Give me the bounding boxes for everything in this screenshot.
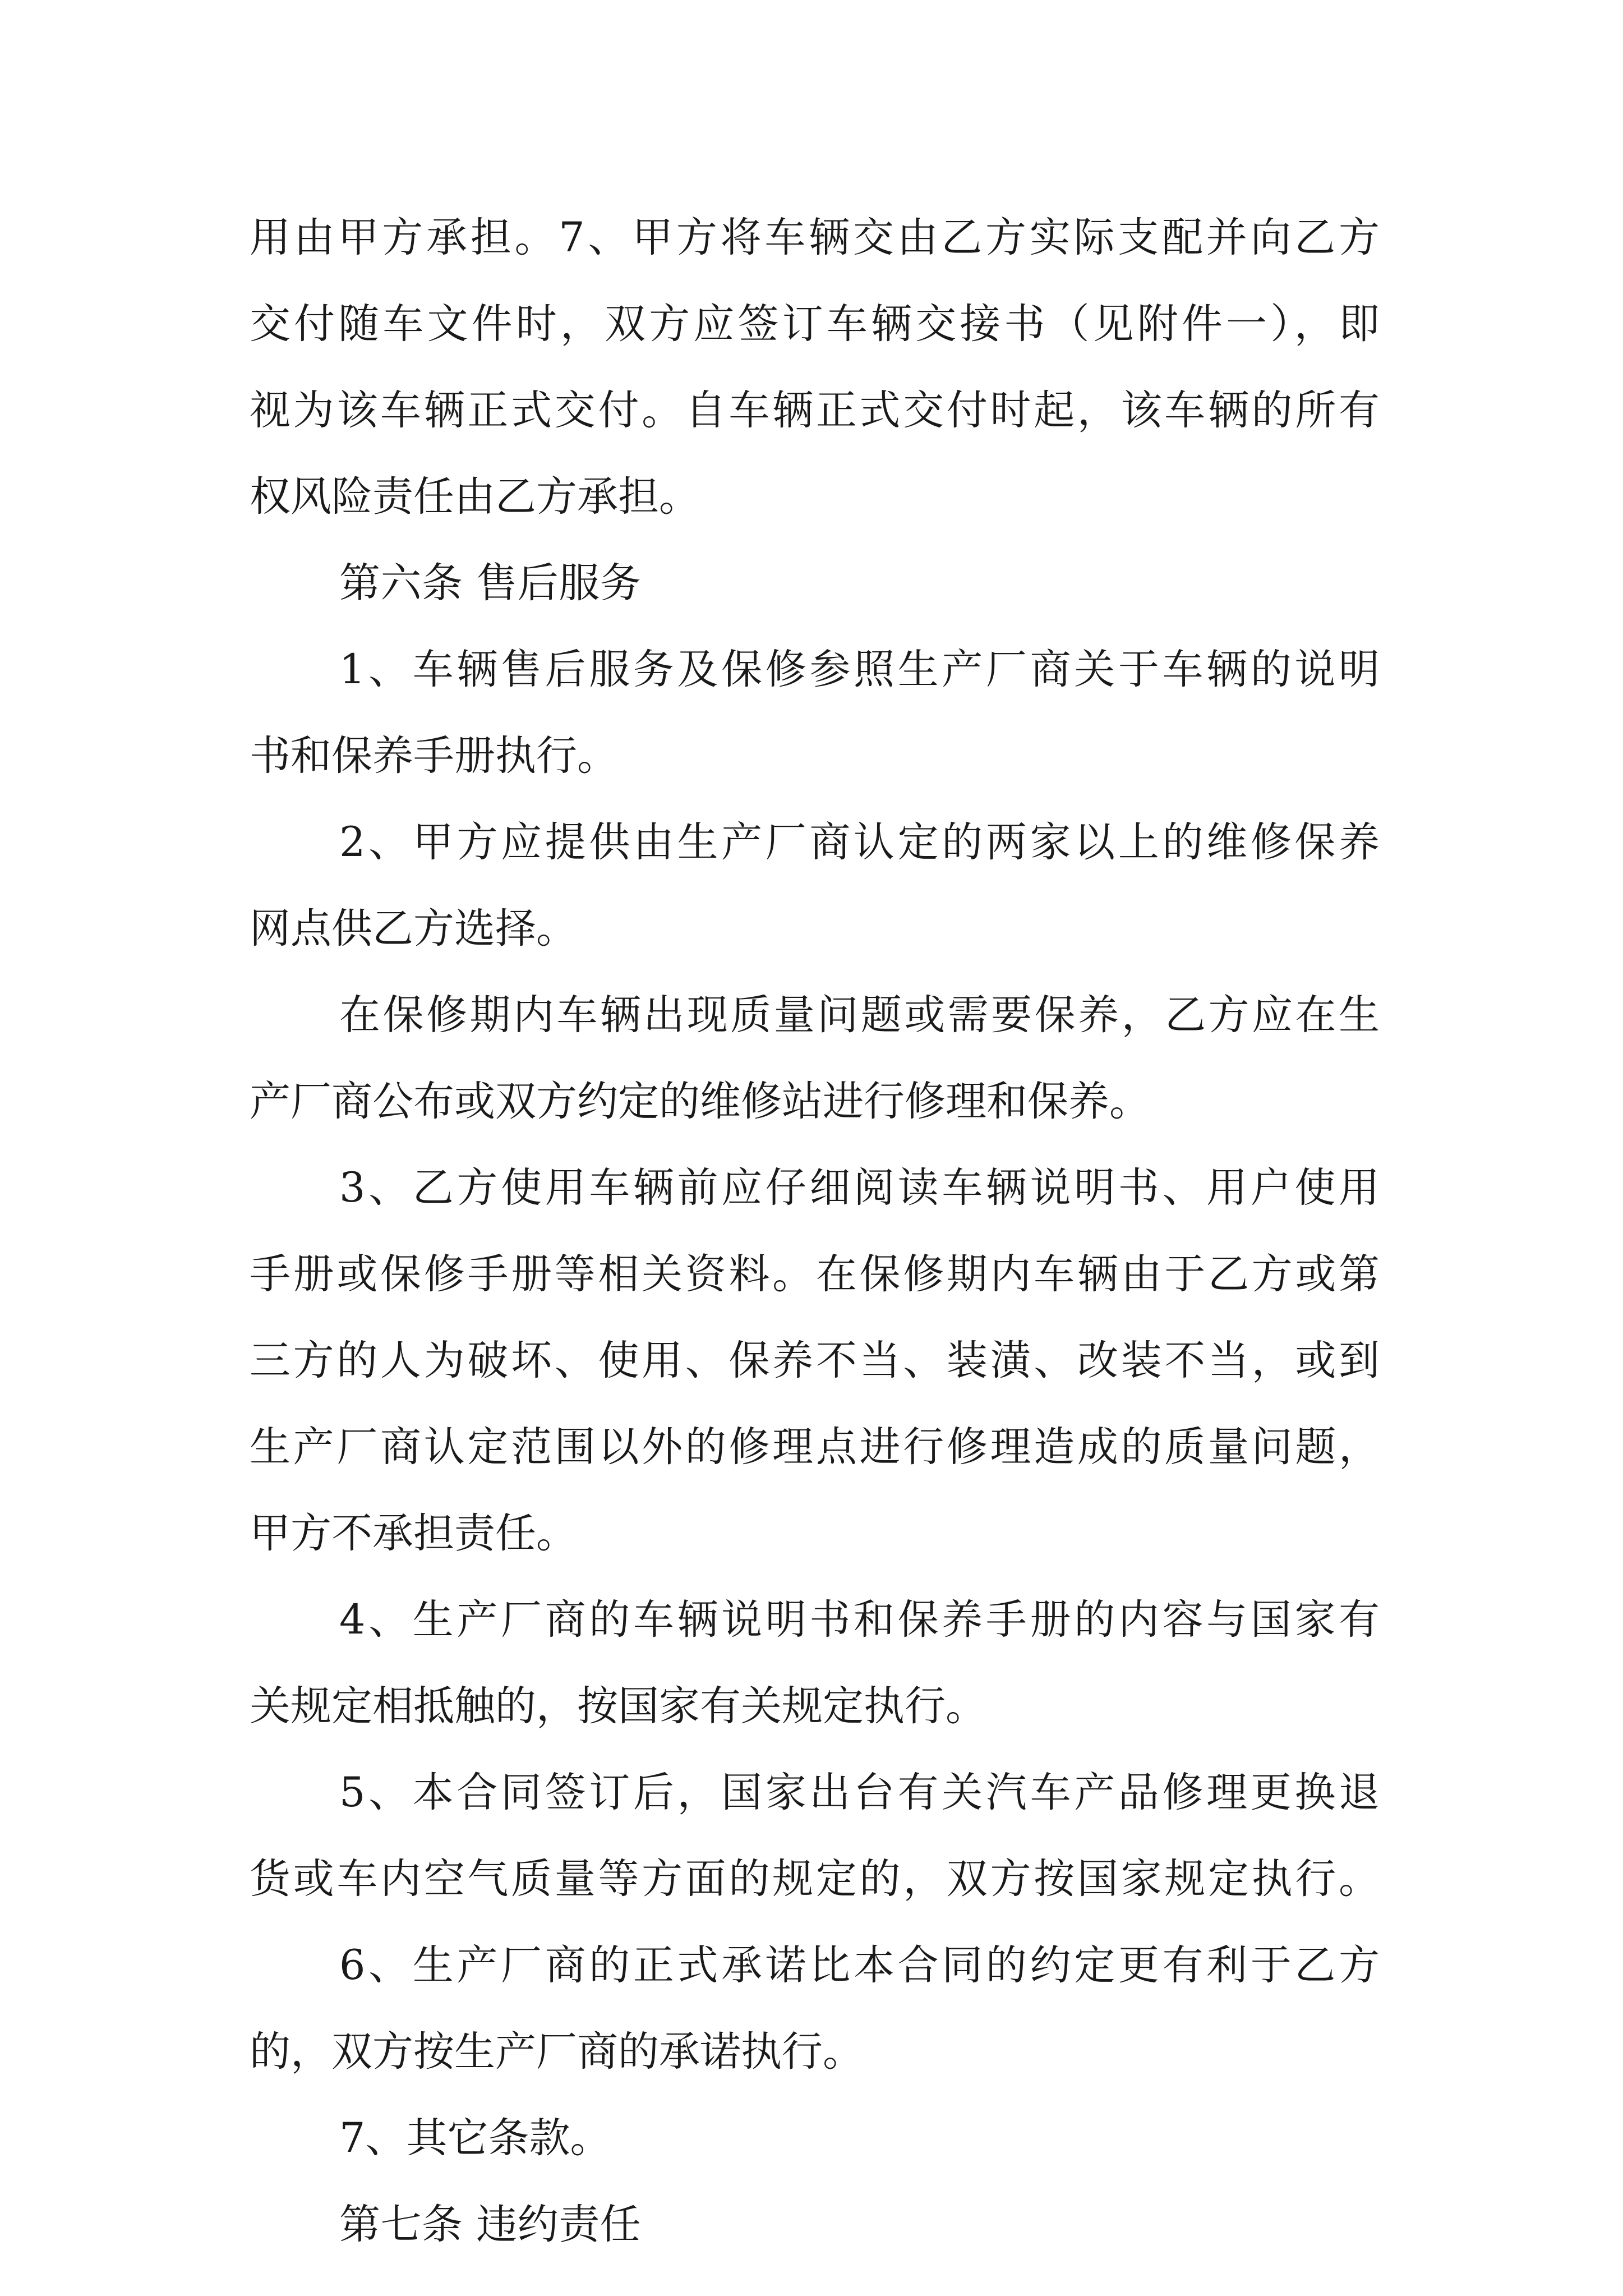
text-line: 的，双方按生产厂商的承诺执行。 [250, 2028, 864, 2076]
text-line: 用由甲方承担。7、甲方将车辆交由乙方实际支配并向乙方 [250, 214, 1380, 261]
text-line: 在保修期内车辆出现质量问题或需要保养，乙方应在生 [339, 991, 1380, 1039]
text-line: 4、生产厂商的车辆说明书和保养手册的内容与国家有 [339, 1596, 1380, 1644]
text-line: 视为该车辆正式交付。自车辆正式交付时起，该车辆的所有 [250, 386, 1380, 434]
text-line: 产厂商公布或双方约定的维修站进行修理和保养。 [250, 1078, 1150, 1125]
text-line: 2、甲方应提供由生产厂商认定的两家以上的维修保养 [339, 818, 1380, 866]
text-line: 三方的人为破坏、使用、保养不当、装潢、改装不当，或到 [250, 1337, 1380, 1384]
text-line: 网点供乙方选择。 [250, 905, 577, 953]
text-line: 货或车内空气质量等方面的规定的，双方按国家规定执行。 [250, 1855, 1380, 1903]
text-line: 交付随车文件时，双方应签订车辆交接书（见附件一），即 [250, 300, 1380, 348]
text-line: 关规定相抵触的，按国家有关规定执行。 [250, 1682, 986, 1730]
section-heading-7: 第七条 违约责任 [339, 2201, 642, 2248]
text-line: 生产厂商认定范围以外的修理点进行修理造成的质量问题， [250, 1423, 1380, 1471]
text-line: 5、本合同签订后，国家出台有关汽车产品修理更换退 [339, 1769, 1380, 1816]
text-line: 甲方不承担责任。 [250, 1510, 577, 1557]
text-line: 3、乙方使用车辆前应仔细阅读车辆说明书、用户使用 [339, 1164, 1380, 1212]
text-line: 书和保养手册执行。 [250, 732, 618, 780]
text-line: 6、生产厂商的正式承诺比本合同的约定更有利于乙方 [339, 1941, 1380, 1989]
text-line: 1、车辆售后服务及保修参照生产厂商关于车辆的说明 [339, 646, 1380, 693]
text-line: 手册或保修手册等相关资料。在保修期内车辆由于乙方或第 [250, 1250, 1380, 1298]
text-line: 7、其它条款。 [339, 2114, 611, 2162]
section-heading-6: 第六条 售后服务 [339, 559, 642, 607]
text-line: 权风险责任由乙方承担。 [250, 473, 700, 521]
document-body [250, 195, 1380, 2268]
